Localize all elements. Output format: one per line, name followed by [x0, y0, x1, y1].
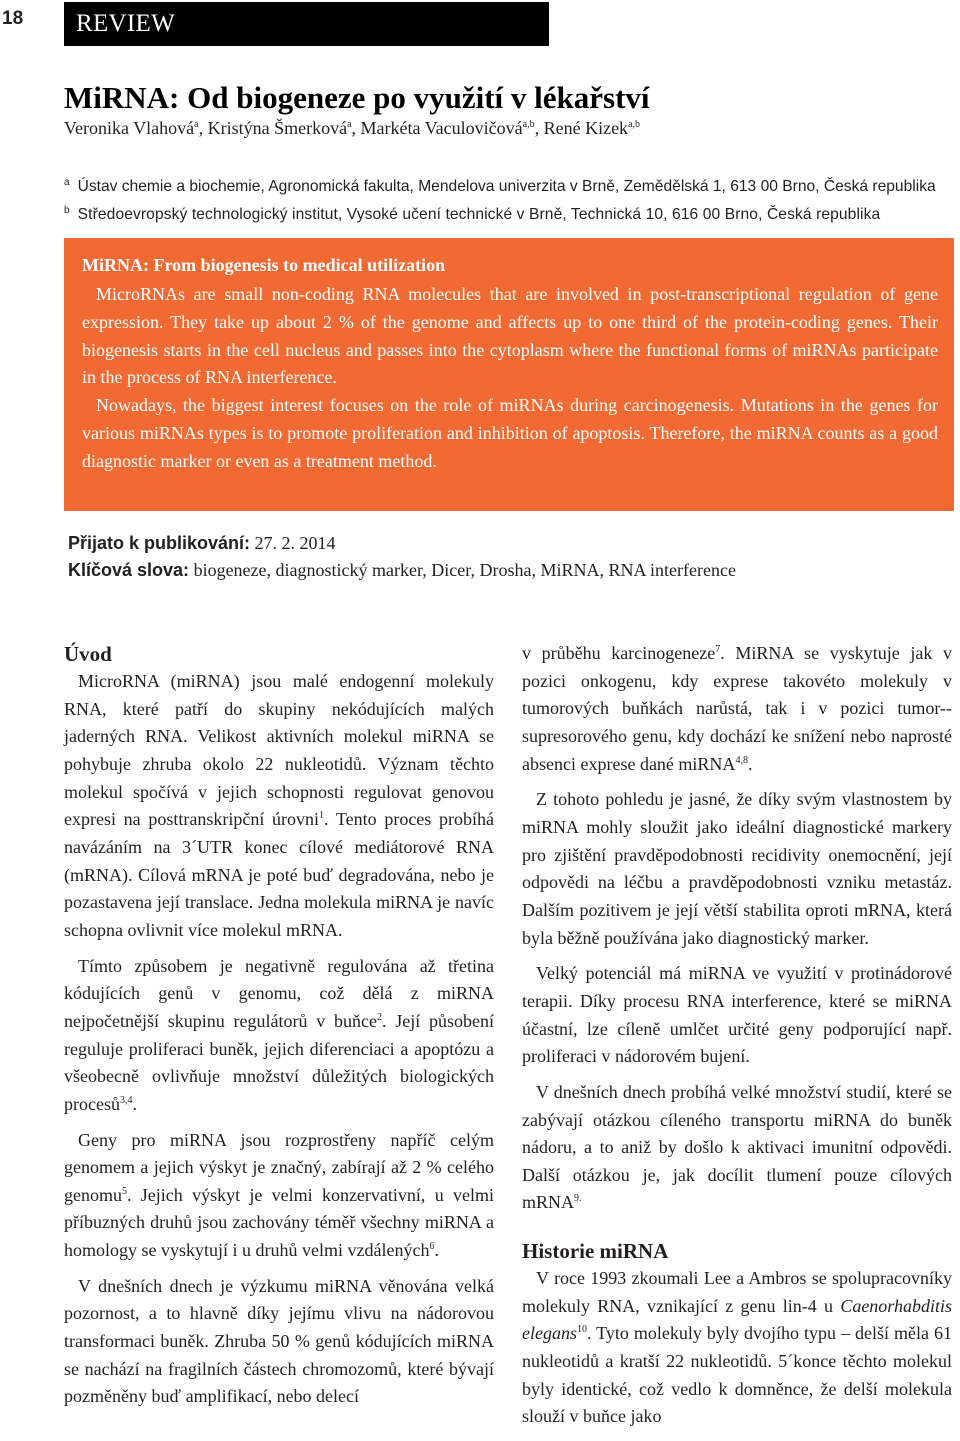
affiliation-a: [64, 177, 936, 196]
text-run: . Tyto molekuly byly dvojího typu – delší měla 61 nukleotidů a kratší 22 nukleotidů. 5´konce těchto molekul byly identické, což vedlo k domněnce, že delší molekula slouží v buňce jako: [522, 1323, 952, 1427]
keywords-value: biogeneze, diagnostický marker, Dicer, Drosha, MiRNA, RNA interference: [193, 560, 736, 580]
article-title: MiRNA: Od biogeneze po využití v lékařství: [64, 80, 650, 115]
author-affiliation-mark: a,b: [522, 119, 535, 130]
author-list: [64, 118, 640, 139]
text-run: V dnešních dnech probíhá velké množství studií, které se zabývají otázkou cíleného transportu miRNA do buněk nádoru, a to aniž by došlo k aktivaci imunitní odpovědi. Další otázkou je, jak docílit tlumení pouze cílových mRNA: [522, 1081, 952, 1213]
citation: 10: [576, 1324, 587, 1336]
body-paragraph: [522, 1265, 952, 1431]
author-separator: ,: [198, 118, 208, 138]
affiliation-text: Středoevropský technologický institut, Vysoké učení technické v Brně, Technická 10, 616 00 Brno, Česká republika: [77, 206, 881, 224]
affiliation-b: [64, 205, 880, 224]
received-value: 27. 2. 2014: [254, 533, 336, 553]
species-name: Caenorhabditis elegans: [522, 1295, 952, 1344]
author-affiliation-mark: a,b: [628, 119, 641, 130]
citation: 6: [429, 1241, 435, 1253]
text-run: .: [747, 753, 753, 774]
abstract-paragraph: Nowadays, the biggest interest focuses on the role of miRNAs during carcinogenesis. Mutations in the genes for various miRNAs types is to promote proliferation and inhibition of apoptosis. Therefore, the miRNA counts as a good diagnostic marker or even as a treatment method.: [82, 395, 938, 471]
right-column: [522, 640, 952, 1439]
text-run: . MiRNA se vyskytuje jak v pozici onkogenu, kdy exprese takovéto molekuly v tumorových buňkách narůstá, tak i v pozici tumor--supresorového genu, kdy dochází ke snížení nebo naprosté absenci exprese dané miRNA: [522, 643, 953, 774]
received-date: [68, 533, 336, 554]
text-run: . Její působení reguluje proliferaci buněk, jejich diferenciaci a apoptózu a všeobecně ovlivňuje množství důležitých biologických procesů: [64, 1010, 495, 1114]
citation: 2: [376, 1011, 382, 1023]
body-paragraph: [64, 1127, 494, 1265]
text-run: .: [434, 1240, 439, 1261]
english-abstract: [64, 238, 954, 511]
body-paragraph: [522, 640, 952, 778]
keywords: [68, 560, 736, 581]
citation: 7: [715, 644, 721, 655]
author-affiliation-mark: a: [347, 119, 352, 130]
citation: 1: [319, 810, 325, 822]
citation: 9.: [574, 1193, 582, 1205]
left-column: [64, 640, 494, 1419]
received-label: Přijato k publikování:: [68, 533, 251, 553]
author-separator: ,: [534, 118, 544, 138]
citation: 4,8: [735, 754, 748, 766]
citation: 3,4: [119, 1094, 133, 1106]
text-run: MicroRNA (miRNA) jsou malé endogenní molekuly RNA, které patří do skupiny nekódujících malých jaderných RNA. Velikost aktivních molekul miRNA se pohybuje zhruba okolo 22 nukleotidů. Význam těchto molekul spočívá v jejich schopnosti regulovat genovou expresi na posttranskripční úrovni: [64, 671, 494, 830]
body-paragraph: [64, 668, 494, 945]
text-run: v průběhu karcinogeneze: [522, 643, 716, 663]
affiliation-mark: a: [64, 177, 70, 188]
section-banner: REVIEW: [64, 2, 549, 46]
text-run: .: [132, 1093, 137, 1114]
affiliation-mark: b: [64, 205, 70, 216]
author-name: René Kizek: [543, 118, 629, 138]
abstract-paragraph: MicroRNAs are small non-coding RNA molecules that are involved in post-transcriptional regulation of gene expression. They take up about 2 % of the genome and affects up to one third of the protein-coding genes. Their biogenesis starts in the cell nucleus and passes into the cytoplasm where the functional forms of miRNAs participate in the process of RNA interference.: [82, 284, 938, 388]
text-run: Geny pro miRNA jsou rozprostřeny napříč celým genomem a jejich výskyt je značný, zabírají až 2 % celého genomu: [64, 1129, 494, 1205]
text-run: Tímto způsobem je negativně regulována až třetina kódujících genů v genomu, což dělá z miRNA nejpočetnější skupinu regulátorů v buňce: [64, 955, 494, 1031]
author-affiliation-mark: a: [194, 119, 199, 130]
text-run: V roce 1993 zkoumali Lee a Ambros se spolupracovníky molekuly RNA, vznikající z genu lin-4 u: [522, 1268, 952, 1316]
keywords-label: Klíčová slova:: [68, 560, 190, 580]
section-heading-intro: Úvod: [64, 642, 112, 666]
body-paragraph: Z tohoto pohledu je jasné, že díky svým vlastnostem by miRNA mohly sloužit jako ideální diagnostické markery pro zjištění pravděpodobnosti recidivity onemocnění, její odpovědi na léčbu a pravděpodobnosti vzniku metastáz. Dalším pozitivem je její větší stabilita oproti mRNA, která byla běžně používána jako diagnostický marker.: [522, 789, 952, 948]
author-separator: ,: [351, 118, 361, 138]
text-run: . Tento proces probíhá navázáním na 3´UTR konec cílové mediátorové RNA (mRNA). Cílová mRNA je poté buď degradována, nebo je pozastavena její translace. Jedna molekula miRNA je navíc schopna ovlivnit více molekul mRNA.: [64, 809, 494, 940]
body-paragraph: Velký potenciál má miRNA ve využití v protinádorové terapii. Díky procesu RNA interference, které se miRNA účastní, lze cíleně umlčet určité geny podporující např. proliferaci v nádorovém bujení.: [522, 963, 952, 1067]
author-name: Kristýna Šmerková: [207, 118, 348, 138]
abstract-title: MiRNA: From biogenesis to medical utilization: [82, 255, 446, 275]
author-name: Veronika Vlahová: [64, 118, 195, 138]
body-paragraph: V dnešních dnech je výzkumu miRNA věnována velká pozornost, a to hlavně díky jejímu vlivu na nádorovou transformaci buněk. Zhruba 50 % genů kódujících miRNA se nachází na fragilních částech chromozomů, které bývají pozměněny buď amplifikací, nebo delecí: [64, 1275, 494, 1407]
affiliation-text: Ústav chemie a biochemie, Agronomická fakulta, Mendelova univerzita v Brně, Zemědělská 1, 613 00 Brno, Česká republika: [77, 178, 936, 196]
text-run: . Jejich výskyt je velmi konzervativní, u velmi příbuzných druhů jsou zachovány téměř všechny miRNA a homology se vyskytují i u druhů velmi vzdálených: [64, 1184, 494, 1261]
author-name: Markéta Vaculovičová: [360, 118, 523, 138]
citation: 5: [122, 1185, 127, 1197]
body-paragraph: [522, 1079, 952, 1217]
body-paragraph: [64, 953, 494, 1119]
page-number: 18: [2, 8, 24, 29]
section-heading-history: Historie miRNA: [522, 1239, 669, 1264]
